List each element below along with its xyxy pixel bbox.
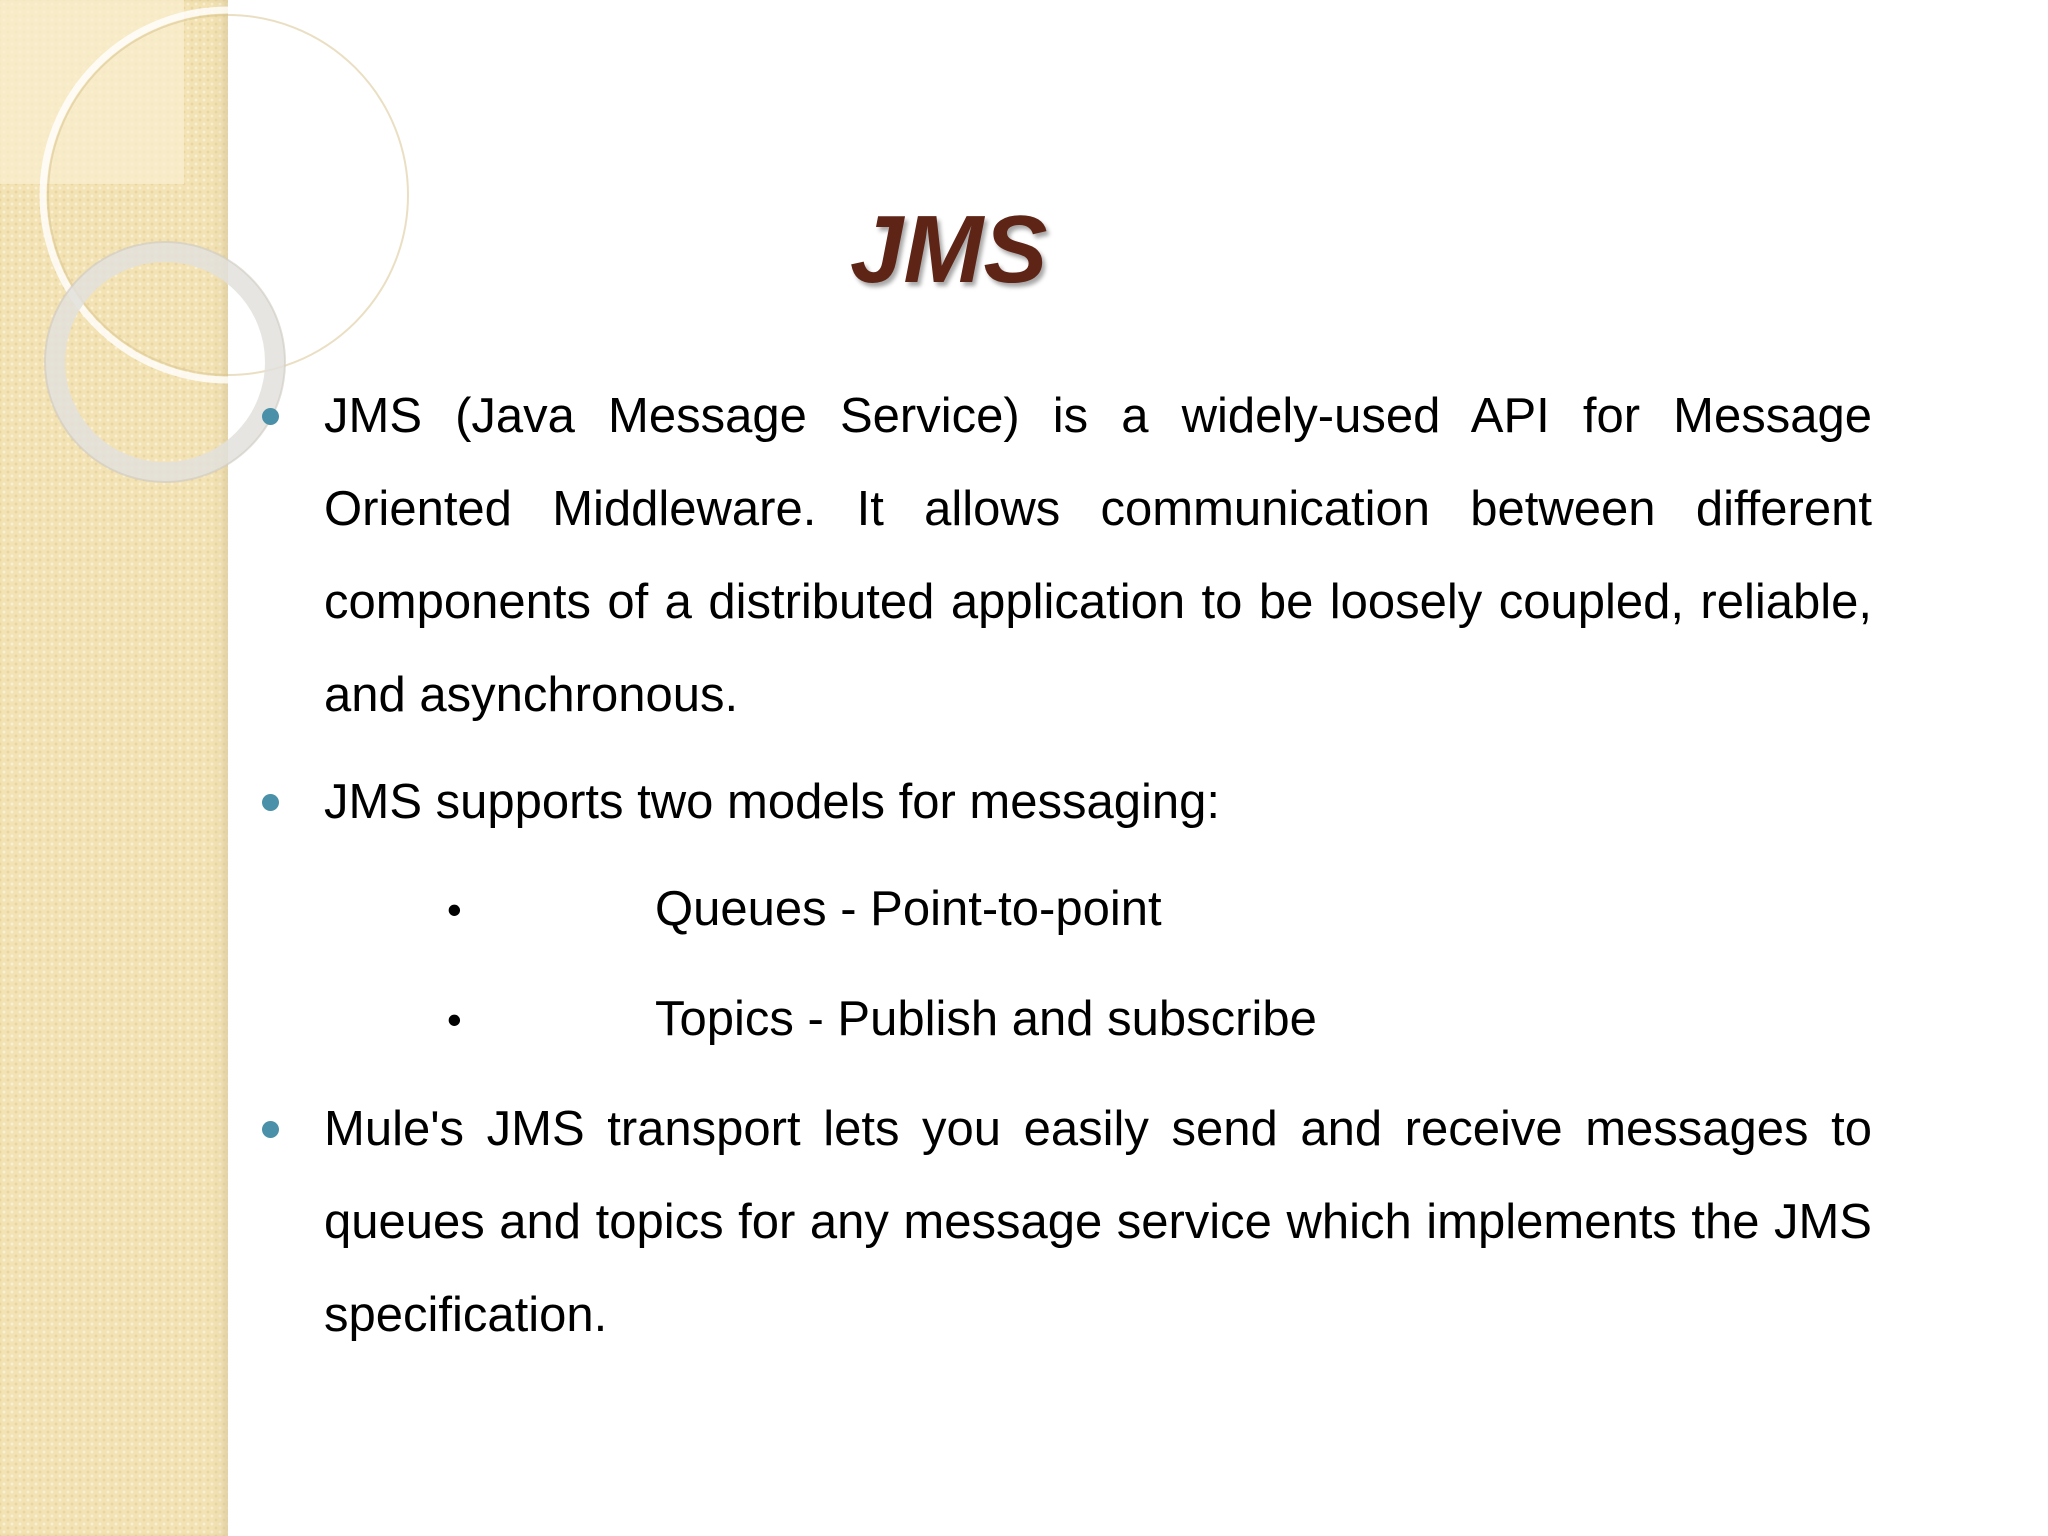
sub-bullet-list: [262, 863, 1872, 1066]
sub-bullet-marker: •: [447, 996, 462, 1043]
bullet-text: JMS supports two models for messaging:: [324, 775, 1220, 829]
bullet-item-mule-jms-transport: [262, 1083, 1872, 1362]
bullet-text: Mule's JMS transport lets you easily send and receive messages to queues and topics for any message service which implements the JMS specification.: [324, 1102, 1872, 1342]
bullet-list: [262, 370, 1872, 1376]
bullet-dot-icon: [262, 794, 279, 811]
sub-bullet-text: Topics - Publish and subscribe: [655, 992, 1317, 1046]
slide-title: JMS: [850, 196, 1048, 303]
bullet-text: JMS (Java Message Service) is a widely-used API for Message Oriented Middleware. It allows communication between different components of a distributed application to be loosely coupled, reliable, and asynchronous.: [324, 389, 1872, 722]
bullet-item-jms-definition: [262, 370, 1872, 742]
bullet-dot-icon: [262, 1121, 279, 1138]
bullet-item-messaging-models: [262, 756, 1872, 849]
bullet-dot-icon: [262, 408, 279, 425]
sub-bullet-item-queues: [262, 863, 1872, 956]
sub-bullet-text: Queues - Point-to-point: [655, 882, 1162, 936]
decorative-rings-graphic: [0, 0, 228, 520]
sub-bullet-item-topics: [262, 973, 1872, 1066]
sub-bullet-marker: •: [447, 886, 462, 933]
